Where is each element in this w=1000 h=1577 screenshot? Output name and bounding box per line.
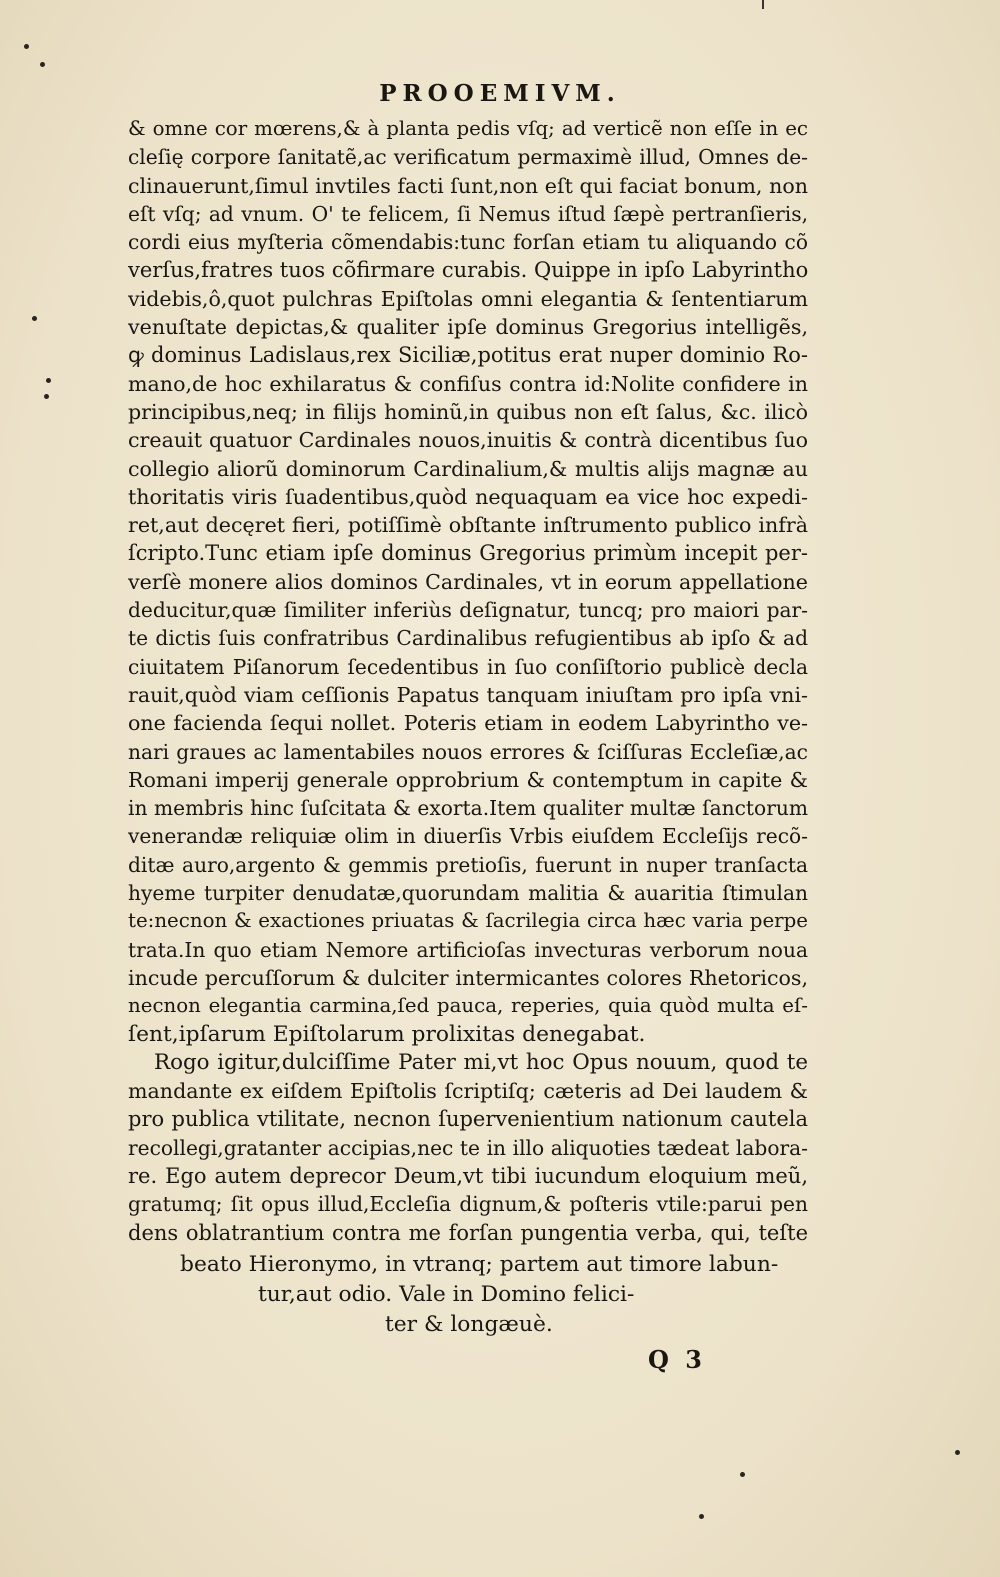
text-line: in membris hinc ſuſcitata & exorta.Item qualiter multæ ſanctorum (128, 796, 808, 821)
print-speck (699, 1514, 704, 1519)
page-header: PROOEMIVM. (379, 80, 621, 107)
text-line: incude percuſſorum & dulciter intermicantes colores Rhetoricos, (128, 965, 808, 990)
text-line: rauit,quòd viam ceſſionis Papatus tanquam iniuſtam pro ipſa vni- (128, 682, 808, 707)
text-line: clinauerunt,ſimul invtiles facti ſunt,non eſt qui faciat bonum, non (128, 173, 808, 198)
text-line: thoritatis viris ſuadentibus,quòd nequaquam ea vice hoc expedi- (128, 484, 808, 509)
print-speck (40, 62, 45, 67)
text-line: ciuitatem Piſanorum ſecedentibus in ſuo conſiſtorio publicè decla (128, 654, 808, 679)
text-line: te dictis ſuis confratribus Cardinalibus refugientibus ab ipſo & ad (128, 626, 808, 651)
text-line: pro publica vtilitate, necnon ſupervenientium nationum cautela (128, 1107, 808, 1132)
text-line: collegio aliorũ dominorum Cardinalium,& multis alijs magnæ au (128, 456, 808, 481)
text-line: Romani imperij generale opprobrium & contemptum in capite & (128, 767, 808, 792)
text-line: ret,aut decęret fieri, potiſſimè obſtante inſtrumento publico infrà (128, 513, 808, 538)
print-speck (955, 1450, 960, 1455)
text-line: trata.In quo etiam Nemore artificioſas invecturas verborum noua (128, 937, 808, 962)
edge-mark (762, 0, 764, 9)
text-line: mandante ex eiſdem Epiſtolis ſcriptiſq; cæteris ad Dei laudem & (128, 1079, 808, 1104)
text-line: eſt vſq; ad vnum. O' te felicem, ſi Nemus iſtud ſæpè pertranſieris, (128, 201, 808, 226)
print-speck (46, 378, 51, 383)
text-line: necnon elegantia carmina,ſed pauca, reperies, quia quòd multa eſ- (128, 994, 808, 1018)
closing-line: ter & longæuè. (385, 1312, 553, 1337)
text-line: gratumq; ſit opus illud,Eccleſia dignum,& poſteris vtile:parui pen (128, 1192, 808, 1217)
text-line: creauit quatuor Cardinales nouos,inuitis & contrà dicentibus ſuo (128, 428, 808, 453)
text-line: venuſtate depictas,& qualiter ipſe dominus Gregorius intelligẽs, (128, 315, 808, 340)
text-line: ditæ auro,argento & gemmis pretioſis, fuerunt in nuper tranſacta (128, 852, 808, 877)
text-line: verſus,fratres tuos cõfirmare curabis. Quippe in ipſo Labyrintho (128, 258, 808, 283)
text-line: dens oblatrantium contra me forſan pungentia verba, qui, teſte (128, 1220, 808, 1245)
closing-line: beato Hieronymo, in vtranq; partem aut timore labun- (180, 1252, 779, 1277)
text-line: mano,de hoc exhilaratus & confiſus contra id:Nolite confidere in (128, 371, 808, 396)
closing-line: tur,aut odio. Vale in Domino felici- (258, 1282, 635, 1307)
signature-mark: Q 3 (648, 1345, 706, 1374)
text-line: & omne cor mœrens,& à planta pedis vſq; ad verticẽ non eſſe in ec (128, 117, 808, 140)
text-line: te:necnon & exactiones priuatas & ſacrilegia circa hæc varia perpe (128, 909, 808, 933)
text-line: verſè monere alios dominos Cardinales, vt in eorum appellatione (128, 569, 808, 594)
text-line: principibus,neq; in filijs hominũ,in quibus non eſt ſalus, &c. ilicò (128, 399, 808, 424)
text-line: Rogo igitur,dulciſſime Pater mi,vt hoc Opus nouum, quod te (154, 1049, 808, 1075)
text-line: hyeme turpiter denudatæ,quorundam malitia & auaritia ſtimulan (128, 881, 808, 906)
text-line: videbis,ô,quot pulchras Epiſtolas omni elegantia & ſententiarum (128, 286, 808, 311)
text-line: re. Ego autem deprecor Deum,vt tibi iucundum eloquium meũ, (128, 1163, 808, 1188)
body-text (128, 115, 808, 1247)
text-line: nari graues ac lamentabiles nouos errores & ſciſſuras Eccleſiæ,ac (128, 739, 808, 764)
print-speck (32, 316, 37, 321)
text-line: ſent,ipſarum Epiſtolarum prolixitas denegabat. (128, 1021, 646, 1047)
print-speck (740, 1472, 745, 1477)
text-line: deducitur,quæ ſimiliter inferiùs deſignatur, tuncq; pro maiori par- (128, 598, 808, 623)
text-line: cordi eius myſteria cõmendabis:tunc forſan etiam tu aliquando cõ (128, 230, 808, 255)
text-line: venerandæ reliquiæ olim in diuerſis Vrbis eiuſdem Eccleſijs recõ- (128, 824, 808, 849)
text-line: ſcripto.Tunc etiam ipſe dominus Gregorius primùm incepit per- (128, 541, 808, 566)
text-line: ꝙ dominus Ladislaus,rex Siciliæ,potitus erat nuper dominio Ro- (128, 343, 808, 368)
print-speck (24, 44, 29, 49)
text-line: one facienda ſequi nollet. Poteris etiam in eodem Labyrintho ve- (128, 711, 808, 736)
text-line: cleſię corpore ſanitatẽ,ac verificatum permaximè illud, Omnes de- (128, 145, 808, 170)
text-line: recollegi,gratanter accipias,nec te in illo aliquoties tædeat labora- (128, 1135, 808, 1160)
print-speck (44, 394, 49, 399)
